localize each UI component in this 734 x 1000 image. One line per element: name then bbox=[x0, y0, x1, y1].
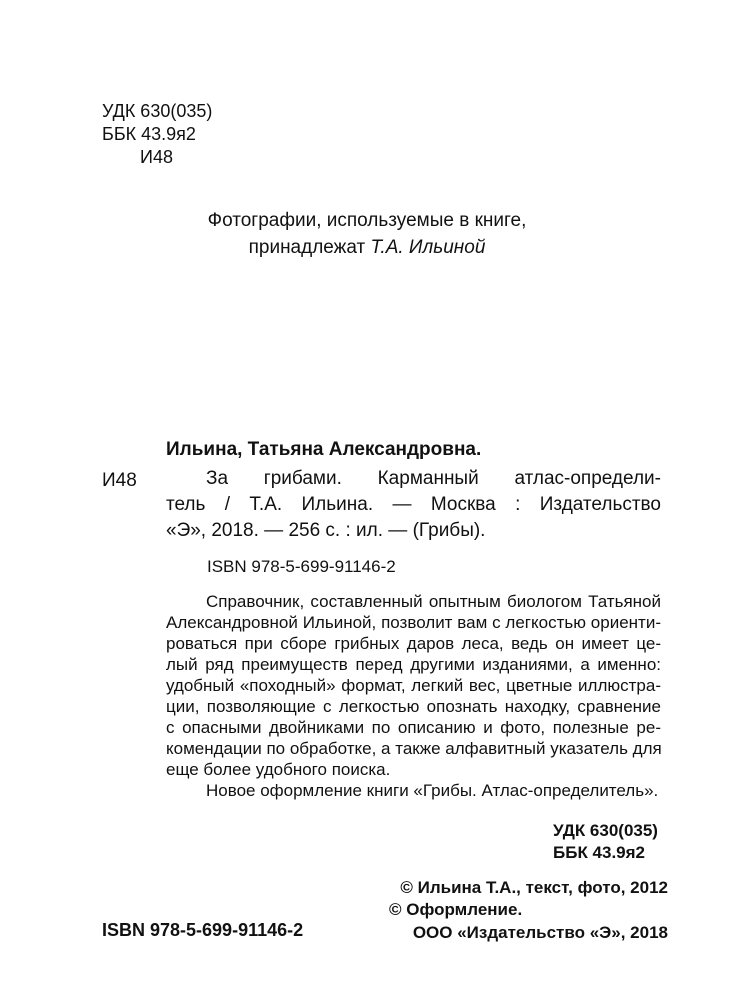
record-author: Ильина, Татьяна Александровна. bbox=[166, 439, 482, 460]
record-title-block bbox=[166, 466, 661, 544]
annotation-line: комендации по обработке, а также алфавитный указатель для bbox=[166, 739, 662, 758]
photo-credit-name: Т.А. Ильиной bbox=[370, 237, 486, 258]
bbk-code-bottom: ББК 43.9я2 bbox=[553, 843, 645, 862]
udk-code-bottom: УДК 630(035) bbox=[553, 821, 658, 840]
copyright-publisher: ООО «Издательство «Э», 2018 bbox=[412, 923, 668, 942]
copyright-design: © Оформление. bbox=[389, 900, 523, 919]
photo-credit-prefix: принадлежат bbox=[248, 237, 371, 258]
photo-credit-line-2 bbox=[0, 237, 734, 259]
annotation-line: еще более удобного поиска. bbox=[166, 760, 391, 779]
annotation-line: Справочник, составленный опытным биологом Татьяной bbox=[206, 592, 661, 611]
photo-credit-line-1: Фотографии, используемые в книге, bbox=[207, 210, 527, 231]
record-isbn: ISBN 978-5-699-91146-2 bbox=[207, 557, 396, 576]
record-title-line: тель / Т.А. Ильина. — Москва : Издательство bbox=[166, 494, 661, 515]
annotation-line: лый ряд преимуществ перед другими изданиями, а именно: bbox=[166, 655, 661, 674]
record-author-mark: И48 bbox=[102, 470, 137, 491]
annotation-line: удобный «походный» формат, легкий вес, цветные иллюстра- bbox=[166, 676, 661, 695]
annotation-note: Новое оформление книги «Грибы. Атлас-определитель». bbox=[206, 781, 659, 800]
annotation-line: ции, позволяющие с легкостью опознать находку, сравнение bbox=[166, 697, 661, 716]
udk-code-top: УДК 630(035) bbox=[102, 101, 213, 121]
annotation-line: с опасными двойниками по описанию и фото, полезные ре- bbox=[166, 718, 661, 737]
footer-isbn: ISBN 978-5-699-91146-2 bbox=[102, 920, 304, 940]
author-mark-top: И48 bbox=[140, 147, 173, 167]
annotation-line: роваться при сборе грибных даров леса, ведь он имеет це- bbox=[166, 634, 661, 653]
bbk-code-top: ББК 43.9я2 bbox=[102, 124, 196, 144]
record-title-line: За грибами. Карманный атлас-определи- bbox=[206, 468, 661, 489]
copyright-text: © Ильина Т.А., текст, фото, 2012 bbox=[400, 878, 668, 897]
annotation-line: Александровной Ильиной, позволит вам с легкостью ориенти- bbox=[166, 613, 661, 632]
record-title-line: «Э», 2018. — 256 с. : ил. — (Грибы). bbox=[166, 520, 486, 541]
annotation-block bbox=[166, 591, 661, 801]
